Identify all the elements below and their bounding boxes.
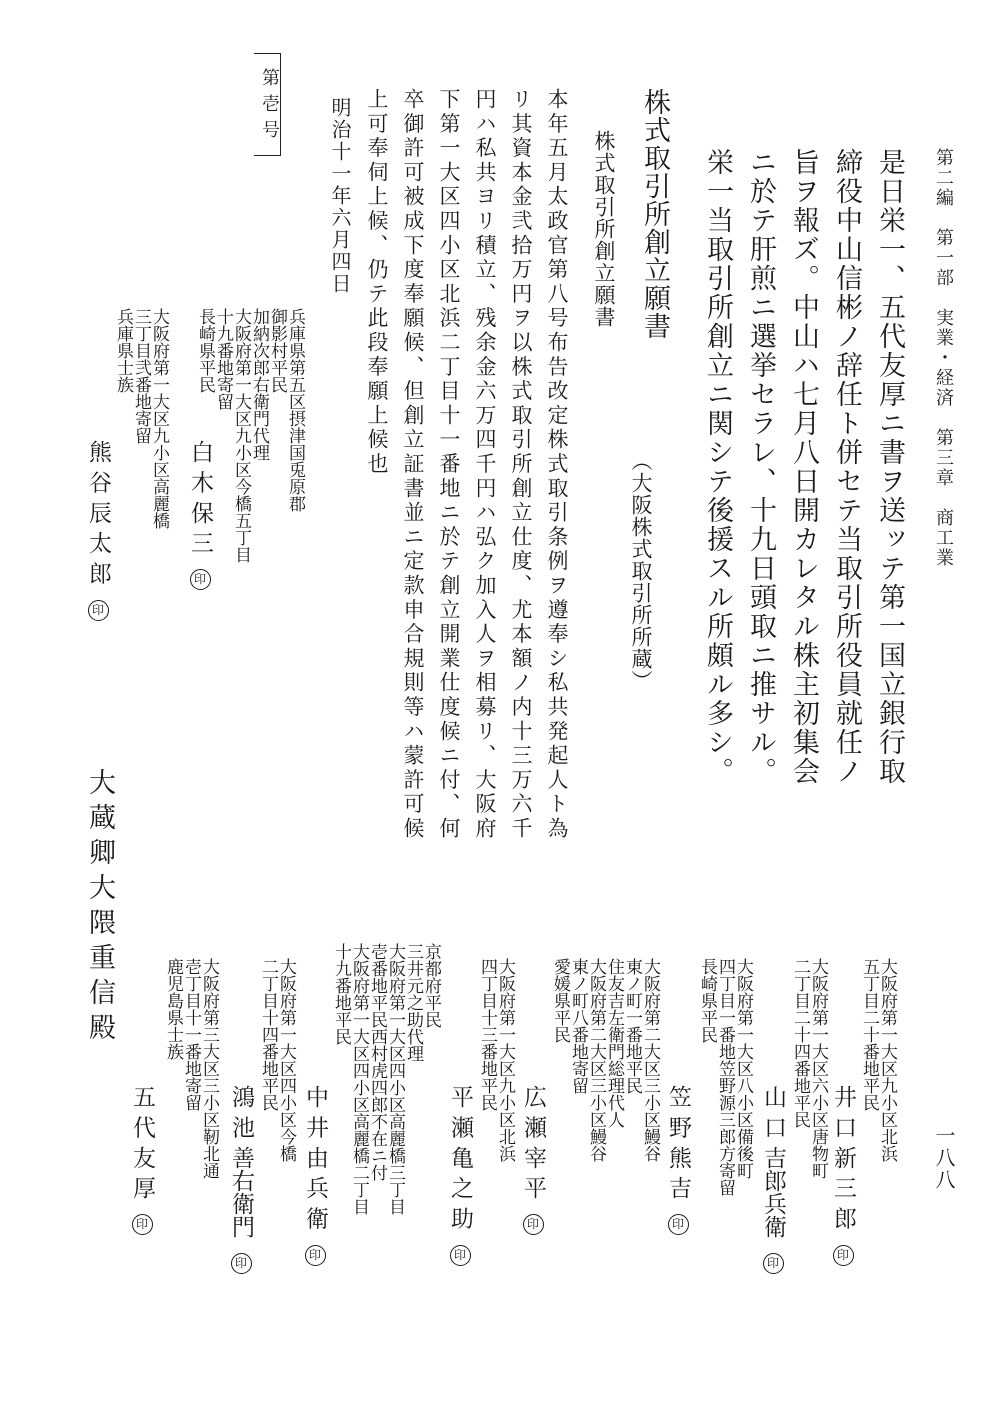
document-source: （大阪株式取引所所蔵） — [629, 450, 653, 692]
document-number-text: 第壱号 — [259, 68, 280, 146]
signer-address: 大阪府第一大区九小区高麗橋 — [149, 308, 169, 529]
page-number: 一八八 — [932, 1125, 956, 1191]
signer-name: 熊 谷 辰 太 郎 印 — [86, 440, 109, 621]
intro-line: ニ於テ肝煎ニ選挙セラレ、十九日頭取ニ推サル。 — [745, 148, 776, 786]
signer-address: 長崎県平民 — [697, 958, 717, 1043]
signer-address: 加納次郎右衛門代理 — [249, 308, 269, 461]
signer-address: 兵庫県士族 — [113, 308, 133, 393]
signer-name: 井 口 新 三 郎 印 — [831, 1085, 854, 1266]
signer-address: 大阪府第一大区九小区今橋五丁目 — [231, 308, 251, 563]
intro-line: 是日栄一、五代友厚ニ書ヲ送ッテ第一国立銀行取 — [874, 148, 905, 786]
signer-address: 壱丁目十一番地寄留 — [181, 958, 201, 1111]
document-subtitle: 株式取引所創立願書 — [592, 130, 616, 328]
signer-name: 鴻 池 善右衛門 印 — [229, 1085, 252, 1274]
document-title: 株式取引所創立願書 — [639, 88, 670, 340]
signer-name: 白 木 保 三 印 — [188, 440, 211, 590]
signer-address: 愛媛県平民 — [550, 958, 570, 1043]
signer-address: 五丁目二十番地平民 — [859, 958, 879, 1111]
signer-address: 京都府平民 — [421, 943, 441, 1028]
signer-address: 三井元之助代理 — [403, 943, 423, 1062]
signer-address: 三丁目弐番地寄留 — [131, 308, 151, 444]
signer-name: 中 井 由 兵 衛 印 — [303, 1085, 326, 1266]
signer-address: 大阪府第一大区四小区今橋 — [276, 958, 296, 1162]
signer-address: 四丁目十三番地平民 — [477, 958, 497, 1111]
signer-address: 二丁目十四番地平民 — [258, 958, 278, 1111]
signer-address: 大阪府第二大区三小区鰻谷 — [640, 958, 660, 1162]
running-header: 第二編 第一部 実業・経済 第三章 商工業 — [933, 148, 954, 568]
addressee: 大蔵卿大隈重信殿 — [84, 768, 115, 1048]
intro-line: 旨ヲ報ズ。中山ハ七月八日開カレタル株主初集会 — [788, 148, 819, 786]
petition-line: 本年五月太政官第八号布告改定株式取引条例ヲ遵奉シ私共発起人ト為 — [545, 88, 569, 842]
signer-name: 山 口 吉郎兵衛 印 — [761, 1085, 784, 1274]
signer-address: 四丁目一番地笠野源三郎方寄留 — [715, 958, 735, 1196]
seal-icon: 印 — [190, 569, 211, 590]
signer-address: 住友吉左衛門総理代人 — [604, 958, 624, 1128]
seal-icon: 印 — [450, 1245, 471, 1266]
signer-address: 大阪府第一大区九小区北浜 — [495, 958, 515, 1162]
signer-address: 十九番地寄留 — [213, 308, 233, 410]
signer-address: 大阪府第一大区六小区唐物町 — [808, 958, 828, 1179]
signer-address: 鹿児島県士族 — [163, 958, 183, 1060]
intro-line: 栄一当取引所創立ニ関シテ後援スル所頗ル多シ。 — [702, 148, 733, 786]
signer-address: 大阪府第一大区四小区高麗橋三丁目 — [385, 943, 405, 1215]
signer-name: 笠 野 熊 吉 印 — [666, 1085, 689, 1235]
signer-address: 大阪府第一大区八小区備後町 — [733, 958, 753, 1179]
signer-address: 長崎県平民 — [195, 308, 215, 393]
signer-name: 広 瀬 宰 平 印 — [521, 1085, 544, 1235]
signer-address: 壱番地平民西村虎四郎不在ニ付 — [367, 943, 387, 1181]
signer-address: 東ノ町一番地平民 — [622, 958, 642, 1094]
seal-icon: 印 — [523, 1214, 544, 1235]
seal-icon: 印 — [305, 1245, 326, 1266]
seal-icon: 印 — [88, 600, 109, 621]
signer-address: 御影村平民 — [267, 308, 287, 393]
petition-line: リ其資本金弐拾万円ヲ以株式取引所創立仕度、尤本額ノ内十三万六千 — [509, 88, 533, 842]
signer-address: 大阪府第三大区三小区靭北通 — [199, 958, 219, 1179]
petition-line: 円ハ私共ヨリ積立、残余金六万四千円ハ弘ク加入人ヲ相募リ、大阪府 — [473, 88, 497, 842]
seal-icon: 印 — [833, 1245, 854, 1266]
document-number-label — [254, 53, 281, 156]
signer-name: 平 瀬 亀 之 助 印 — [448, 1085, 471, 1266]
petition-line: 上可奉伺上候、仍テ此段奉願上候也 — [365, 88, 389, 477]
signer-address: 東ノ町八番地寄留 — [568, 958, 588, 1094]
seal-icon: 印 — [132, 1214, 153, 1235]
intro-line: 締役中山信彬ノ辞任ト併セテ当取引所役員就任ノ — [831, 148, 862, 786]
signer-address: 大阪府第一大区九小区北浜 — [877, 958, 897, 1162]
signer-address: 大阪府第一大区四小区高麗橋二丁目 — [349, 943, 369, 1215]
signer-address: 兵庫県第五区摂津国兎原郡 — [285, 308, 305, 512]
petition-line: 卒御許可被成下度奉願候、但創立証書並ニ定款申合規則等ハ蒙許可候 — [401, 88, 425, 842]
petition-date: 明治十一年六月四日 — [328, 97, 352, 295]
petition-line: 下第一大区四小区北浜二丁目十一番地ニ於テ創立開業仕度候ニ付、何 — [437, 88, 461, 842]
signer-address: 大阪府第二大区三小区鰻谷 — [586, 958, 606, 1162]
signer-name: 五 代 友 厚 印 — [130, 1085, 153, 1235]
seal-icon: 印 — [231, 1253, 252, 1274]
signer-address: 二丁目二十四番地平民 — [790, 958, 810, 1128]
seal-icon: 印 — [763, 1253, 784, 1274]
seal-icon: 印 — [668, 1214, 689, 1235]
signer-address: 十九番地平民 — [331, 943, 351, 1045]
